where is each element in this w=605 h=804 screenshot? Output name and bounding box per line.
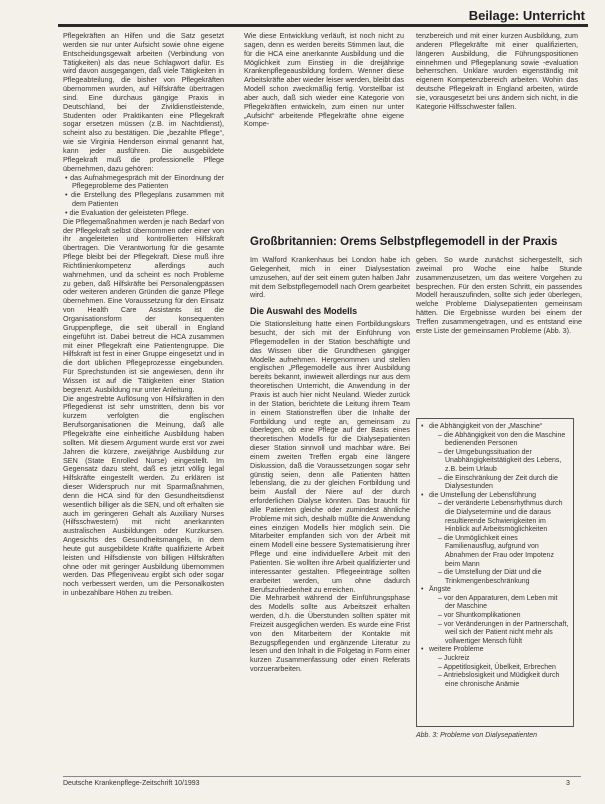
figure-subitem: – Antriebslosigkeit und Müdigkeit durch eine chronische Anämie [438,672,560,688]
column-2-text: Wie diese Entwicklung verläuft, ist noch nicht zu sagen, denn es werden bereits Stimmen laut, die für die HCA eine anerkannte Ausbildung und die Möglichkeit zum Einstieg in die dreijährige Krankenpflegeausbildung fordern. Wenner diese Arbeitskräfte aber wieder leiser werden, bleibt das Modell schon zweckmäßig fertig. Vorstellbar ist aber auch, daß sich wieder eine Kategorie von Pflegekräften entwickeln, zum einen nur unter „Aufsicht“ arbeitende Pflegekräfte ohne eigene Kompe- [244,32,404,129]
figure-item-label: Ängste [429,586,451,594]
figure-caption: Abb. 3: Probleme von Dialysepatienten [416,732,538,739]
footer-journal: Deutsche Krankenpflege-Zeitschrift 10/1993 [63,780,200,787]
page-number: 3 [566,780,570,787]
figure-item-label: die Umstellung der Lebensführung [429,491,537,499]
footer-rule [63,776,581,777]
figure-box [416,418,574,727]
column-1 [63,32,224,774]
subheading: Die Auswahl des Modells [250,306,358,317]
figure-item-label: die Abhängigkeit von der „Maschine“ [429,423,543,430]
paragraph: Die angestrebte Auflösung von Hilfskräften in den Pflegedienst ist sehr umstritten, denn bis vor kurzem verfolgten die englischen Berufsorganisationen die Meinung, daß alle Pflegekräfte eine einheitliche Ausbildung haben sollten. Mit diesem Argument wurde erst vor zwei Jahren die kürzere, zweijährige Ausbildung zur SEN (State Enrolled Nurse) eingestellt. Im Gegensatz dazu steht, daß es jetzt völlig legal Hilfskräfte eingestellt werden. Zu erklären ist dieser Widerspruch nur mit Sparmaßnahmen, denn die HCA sind für den Gesundheitsdienst wesentlich billiger als die SEN, und oft erhalten sie auch im geringeren Gehalt als Auxiliary Nurses (Hilfsschwestern) mit nicht anerkannten australischen Ausbildungen oder Kurzkursen. Angesichts des Gesundheitsmangels, in dem heute gut ausgebildete Kräfte qualifizierte Arbeit leisten und Hilfsdienste von billigen Hilfskräften ohne oder mit geringer Ausbildung übernommen werden. Das Pflegeniveau ergibt sich oder sogar noch verbessert werden, um die Personalkosten in unbezahlbare Höhen zu treiben. [63,393,224,598]
bullet-icon: • [421,423,424,430]
figure-subitem: – vor Shuntkomplikationen [438,612,521,620]
figure-subitem: – vor Veränderungen in der Partnerschaft, weil sich der Patient nicht mehr als vollwertiger Mensch fühlt [438,620,569,645]
paragraph: Pflegekräften an Hilfen und die Satz gesetzt werden sie nur unter Aufsicht sowie ohne eigene Entscheidungsgewalt arbeiten (Verbindung von Tätigkeiten) als das neue Schlagwort dafür. Es wird davon ausgegangen, daß viele Tätigkeiten in Pflegeabteilung, die bisher von Pflegekräften übernommen wurden, auf Hilfskräfte übertragen sind. Eine durchaus gängige Praxis in Deutschland, bei der Zivildienstleistende, Studenten oder Praktikanten eine Pflegekraft sogar ersetzen müssen (z.B. im Nachtdienst), scheint also zu bestätigen. Die „bezahlte Pflege“, wie sie Virginia Henderson einmal genannt hat, kann jeder ausführen. Die ausgebildete Pflegekraft muß die professionelle Pflege übernehmen, dazu gehören: [63,32,224,173]
figure-subitem: – die Unmöglichkeit eines Familienausflug, aufgrund von Abnahmen der Frau oder Impotenz beim Mann [438,534,554,568]
figure-item [421,586,569,646]
figure-subitem: – die Einschränkung der Zeit durch die Dialysestunden [438,474,558,491]
header-title: Beilage: Unterricht [468,8,585,23]
list-item: • die Evaluation der geleisteten Pflege. [65,207,189,217]
figure-item [421,646,569,689]
figure-item [421,492,569,587]
figure-subitem: – Juckreiz [438,655,470,663]
column-4 [250,256,410,774]
column-2 [244,32,404,134]
section-title: Großbritannien: Orems Selbstpflegemodell in der Praxis [250,236,558,248]
figure-subitem: – die Umstellung der Diät und die Trinkmengenbeschränkung [438,569,542,585]
column-5 [416,256,582,408]
paragraph: Die Pflegemaßnahmen werden je nach Bedarf von der Pflegekraft selbst übernommen oder einer von ihr angeleiteten und kontrollierten Hilfskraft übertragen. Die Verantwortung für die gesamte Pflege bleibt bei der Pflegekraft. Diese muß ihre Richtlinienkompetenz allerdings auch wahrnehmen, und da scheint es noch Probleme zu geben, daß Hilfskräfte bei Personalengpässen oder weiteren anderen Gründen die ganze Pflege übernehmen. Eine Voraussetzung für den Einsatz von Health Care Assistants ist die Organisationsform der konsequenten Gruppenpflege, die seit überall in England eingeführt ist. Dabei betreut die HCA zusammen mit einer Pflegekraft eine Patientengruppe. Die Hilfskraft ist fest in einer Gruppe eingesetzt und in die dort üblichen Pflegeprozesse eingebunden. Für Sprechstunden ist sie angewiesen, denn ihr Wissen ist auf die Tätigkeiten einer Station begrenzt. Ausbildung nur unter Anleitung. [63,216,224,394]
paragraph: Die Mehrarbeit während der Einführungsphase des Modells sollte aus Arbeitszeit erhalten werden, d.h. die Überstunden sollten später mit Freizeit ausgeglichen werden. Es wurde eine Frist von den Mitarbeitern der Kontakte mit Bezugspflegenden und ergänzende Literatur zu lesen und den Inhalt in die Folgetag in Form einer kurzen Zusammenfassung oder einen Referats vorzuerarbeiten. [250,593,410,674]
bullet-icon: • [421,646,424,654]
figure-subitem: – der Umgebungssituation der Unabhängigkeitstätigkeit des Lebens, z.B. beim Urlaub [438,448,562,473]
figure-item [421,423,569,492]
figure-subitem: – Appetitlosigkeit, Übelkeit, Erbrechen [438,663,556,671]
column-3-text: tenzbereich und mit einer kurzen Ausbildung, zum anderen Pflegekräfte mit einer qualifizierten, längeren Ausbildung, die Führungspositionen einnehmen und Pflegeplanung sowie -evaluation beherrschen. Unklare wurden eigenständig mit eigenem Kompetenzbereich arbeiten. Wohin das deutsche Pflegekraft in England arbeiten, würde sie, vorausgesetzt bei uns ändern sich nicht, in die Kategorie Hilfsschwester fallen. [416,32,578,111]
bullet-icon: • [421,491,424,499]
figure-subitem: – vor den Apparaturen, dem Leben mit der Maschine [438,594,558,611]
column-5-text: geben. So wurde zunächst sichergestellt, sich zweimal pro Woche eine halbe Stunde zusammenzusetzen, um das weitere Vorgehen zu besprechen. Für den ersten Schritt, ein passendes Modell herauszufinden, sollte sich jeder überlegen, welche Probleme Dialysepatienten gemeinsam hätten. Die Ergebnisse wurden bei einem der Treffen zusammengetragen, und es entstand eine erste Liste der gemeinsamen Probleme (Abb. 3). [416,256,582,335]
paragraph: Die Stationsleitung hatte einen Fortbildungskurs besucht, der sich mit der Einführung von Pflegemodellen in der Station beschäftigte und das Wissen über die Grundthesen gängiger Modelle aufnehmen. Hergenommen und stellen englischen „Pflegemodelle aus ihrer Ausbildung bereits bekannt, inwieweit allerdings nur aus dem theoretischen Unterricht, die Anwendung in der Praxis ist auch hier nicht Neuland. Wieder zurück in der Station, berichtete die Leitung ihrem Team in einem Stationstreffen über die Inhalte der Fortbildung und regte an, gemeinsam zu überlegen, ob eine Pflege auf der Basis eines theoretischen Modells für die Dialysepatienten dieser Station sinnvoll und machbar wäre. Bei einem zweiten Treffen ergab eine längere Diskussion, daß die Voraussetzungen sogar sehr günstig seien, denn alle Patienten hätten lebenslang, die zu der gleichen Fortbildung und beim Ausfall der Niere auf der durch erforderlichen Dialyse könnten. Das braucht für alle Patienten gleiche oder zumindest ähnliche Probleme mit sich, deshalb müßte die Anwendung eines einzigen Modells hier möglich sein. Die Mitarbeiter empfanden sich von der Arbeit mit einem Modell eine bessere Systematisierung ihrer Pflege und eine individuellere Arbeit mit den Patienten. Sie wollten ihre Arbeit qualifizierter und interessanter gestalten. Pflegeeinträge sollten erarbeitet werden, um ohne dadurch Berufszufriedenheit zu erreichen. [250,319,410,594]
figure-subitem: – der veränderte Lebensrhythmus durch die Dialysetermine und die daraus resultierende Schwierigkeiten im Hinblick auf Arbeitsmöglichkeiten [438,500,563,534]
list-item: • die Erstellung des Pflegeplans zusammen mit dem Patienten [65,190,224,209]
paragraph: Im Walford Krankenhaus bei London habe ich Gelegenheit, mich in einer Dialysestation umzusehen, auf der seit einem guten halben Jahr mit dem Selbstpflegemodell nach Orem gearbeitet wird. [250,256,410,300]
figure-item-label: weitere Probleme [429,646,484,654]
bullet-icon: • [421,586,424,594]
figure-subitem: – die Abhängigkeit von den die Maschine bedienenden Personen [438,431,566,448]
list-item: • das Aufnahmegespräch mit der Einordnung der Pflegeprobleme des Patienten [65,172,224,191]
header-rule [58,24,588,27]
column-3 [416,32,578,144]
